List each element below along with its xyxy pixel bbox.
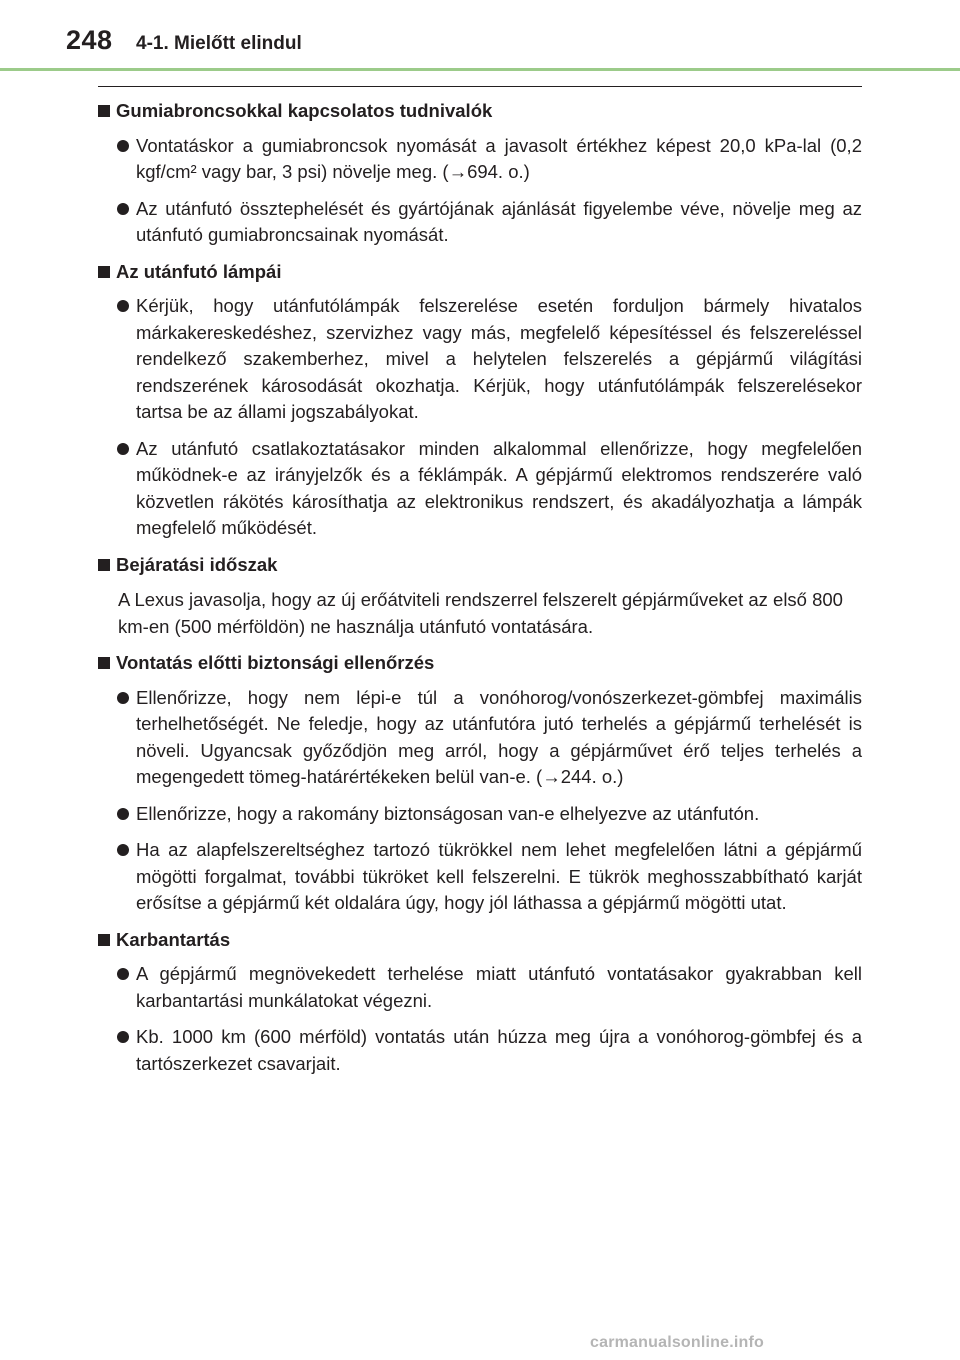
square-bullet-icon — [98, 266, 110, 278]
list-item: Az utánfutó csatlakoztatásakor minden alkalommal ellenőrizze, hogy megfelelően működnek-e az irányjelzők és a féklámpák. A gépjármű elektromos rendszerére való közvetlen rákötés károsíthatja az elektronikus rendszert, és akadályozhatja a lámpák megfelelő működését. — [98, 436, 862, 542]
square-bullet-icon — [98, 657, 110, 669]
list-item: Vontatáskor a gumiabroncsok nyomását a javasolt értékhez képest 20,0 kPa-lal (0,2 kgf/cm² vagy bar, 3 psi) növelje meg. (→694. o.) — [98, 133, 862, 186]
page-content — [98, 98, 862, 1087]
round-bullet-icon — [117, 140, 129, 152]
list-item: Ha az alapfelszereltséghez tartozó tükrökkel nem lehet megfelelően látni a gépjármű mögötti forgalmat, további tükröket kell felszerelni. E tükrök meghosszabbítható karját erősítse a gépjármű két oldalára úgy, hogy jól láthassa a gépjármű mögötti utat. — [98, 837, 862, 917]
list-item: Ellenőrizze, hogy a rakomány biztonságosan van-e elhelyezve az utánfutón. — [98, 801, 862, 828]
square-bullet-icon — [98, 559, 110, 571]
round-bullet-icon — [117, 692, 129, 704]
section-heading-tires: Gumiabroncsokkal kapcsolatos tudnivalók — [98, 98, 862, 125]
square-bullet-icon — [98, 105, 110, 117]
square-bullet-icon — [98, 934, 110, 946]
page-number: 248 — [66, 25, 113, 55]
round-bullet-icon — [117, 808, 129, 820]
page-header — [0, 0, 960, 71]
chapter-title: 4-1. Mielőtt elindul — [136, 33, 302, 54]
watermark: carmanualsonline.info — [590, 1334, 765, 1351]
section-heading-safety-check: Vontatás előtti biztonsági ellenőrzés — [98, 650, 862, 677]
list-item: A gépjármű megnövekedett terhelése miatt utánfutó vontatásakor gyakrabban kell karbantartási munkálatokat végezni. — [98, 961, 862, 1014]
round-bullet-icon — [117, 844, 129, 856]
section-heading-maintenance: Karbantartás — [98, 927, 862, 954]
round-bullet-icon — [117, 300, 129, 312]
list-item: Kérjük, hogy utánfutólámpák felszerelése esetén forduljon bármely hivatalos márkakereskedéshez, szervizhez vagy más, megfelelő képesítéssel és felszereléssel rendelkező szakemberhez, mivel a helytelen felszerelés a gépjármű világítási rendszerének károsodását okozhatja. Kérjük, hogy utánfutólámpák felszerelésekor tartsa be az állami jogszabályokat. — [98, 293, 862, 426]
section-heading-break-in: Bejáratási időszak — [98, 552, 862, 579]
list-item: Kb. 1000 km (600 mérföld) vontatás után húzza meg újra a vonóhorog-gömbfej és a tartószerkezet csavarjait. — [98, 1024, 862, 1077]
top-divider — [98, 86, 862, 87]
round-bullet-icon — [117, 443, 129, 455]
section-heading-trailer-lights: Az utánfutó lámpái — [98, 259, 862, 286]
round-bullet-icon — [117, 968, 129, 980]
list-item: Ellenőrizze, hogy nem lépi-e túl a vonóhorog/vonószerkezet-gömbfej maximális terhelhetőségét. Ne feledje, hogy az utánfutóra jutó terhelés a gépjármű terhelését is növeli. Ugyancsak győződjön meg arról, hogy a gépjárművet érő teljes terhelés a megengedett tömeg-határértékeken belül van-e. (→244. o.) — [98, 685, 862, 791]
round-bullet-icon — [117, 203, 129, 215]
round-bullet-icon — [117, 1031, 129, 1043]
paragraph: A Lexus javasolja, hogy az új erőátviteli rendszerrel felszerelt gépjárműveket az első 800 km-en (500 mérföldön) ne használja utánfutó vontatására. — [118, 589, 843, 637]
list-item: Az utánfutó össztерhelését és gyártójának ajánlását figyelembe véve, növelje meg az utánfutó gumiabroncsainak nyomását. — [98, 196, 862, 249]
